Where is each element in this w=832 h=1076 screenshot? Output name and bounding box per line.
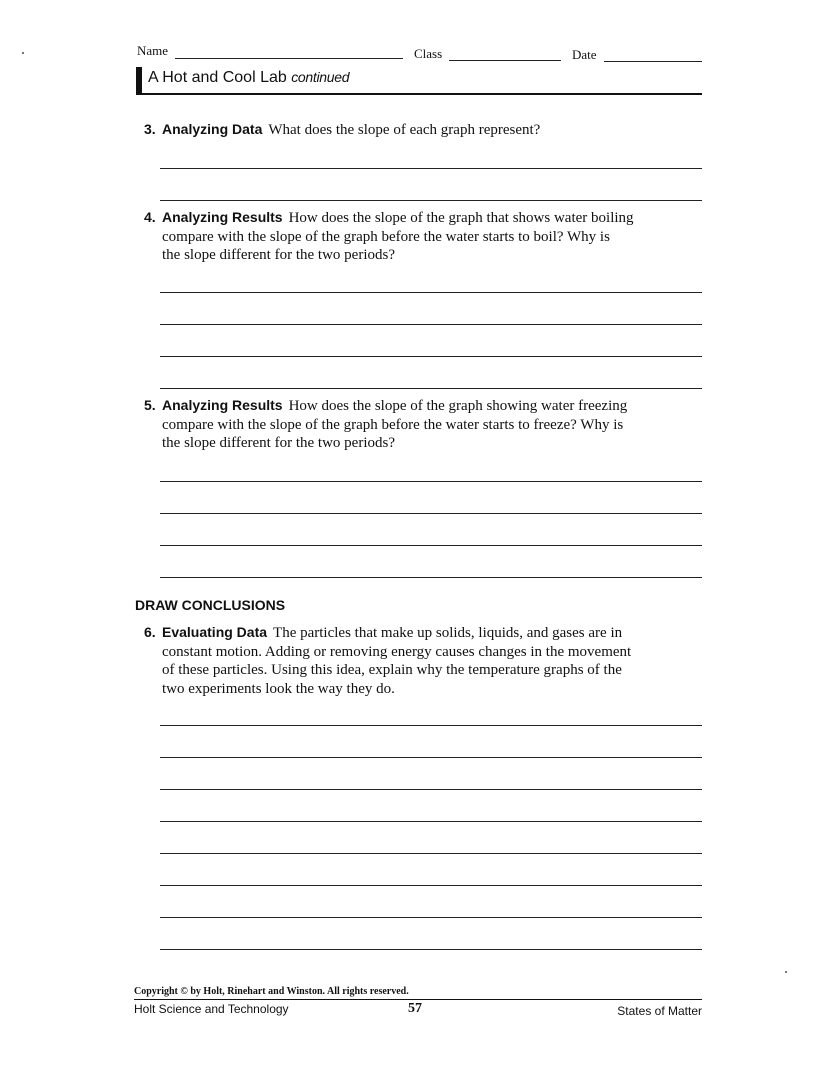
answer-line[interactable] [160,949,702,950]
answer-line[interactable] [160,577,702,578]
answer-line[interactable] [160,324,702,325]
section-heading: DRAW CONCLUSIONS [135,597,286,613]
date-field[interactable] [604,61,702,62]
answer-line[interactable] [160,885,702,886]
scan-speck [22,52,24,54]
question-heading: Analyzing Results [162,397,283,413]
answer-line[interactable] [160,917,702,918]
question-text: What does the slope of each graph represent? [268,122,541,138]
question-heading: Analyzing Data [162,121,263,137]
page-number: 57 [408,1001,422,1016]
question-text-line: of these particles. Using this idea, explain why the temperature graphs of the [162,662,622,678]
answer-line[interactable] [160,789,702,790]
answer-line[interactable] [160,388,702,389]
question-heading: Evaluating Data [162,624,268,640]
question-heading: Analyzing Results [162,209,283,225]
answer-line[interactable] [160,292,702,293]
chapter-title: States of Matter [617,1004,702,1018]
question-4 [144,208,722,265]
answer-line[interactable] [160,168,702,169]
title-rule [136,93,702,95]
question-text-line: the slope different for the two periods? [162,247,395,263]
answer-line[interactable] [160,200,702,201]
answer-line[interactable] [160,757,702,758]
answer-line[interactable] [160,853,702,854]
answer-line[interactable] [160,513,702,514]
question-text-line: compare with the slope of the graph before the water starts to freeze? Why is [162,416,624,433]
book-title: Holt Science and Technology [134,1002,289,1016]
question-number: 4. [144,209,156,225]
answer-line[interactable] [160,725,702,726]
name-label: Name [137,43,169,58]
question-text-line: The particles that make up solids, liquids, and gases are in [273,625,623,641]
question-3 [144,120,722,140]
class-field[interactable] [449,60,561,61]
answer-line[interactable] [160,545,702,546]
question-text-line: How does the slope of the graph showing water freezing [288,398,628,414]
date-label: Date [572,47,597,62]
question-number: 6. [144,624,156,640]
title-suffix: continued [291,69,350,85]
question-text-line: two experiments look the way they do. [162,680,395,697]
question-text-line: constant motion. Adding or removing energy causes changes in the movement [162,643,632,660]
question-5 [144,396,722,453]
name-field[interactable] [175,58,403,59]
title-marker [136,67,142,93]
footer-rule [134,999,702,1000]
class-label: Class [414,46,443,61]
copyright-notice: Copyright © by Holt, Rinehart and Winston. All rights reserved. [134,986,409,997]
answer-line[interactable] [160,481,702,482]
scan-speck [785,971,787,973]
question-text-line: How does the slope of the graph that shows water boiling [288,210,634,226]
title-main: A Hot and Cool Lab [148,69,287,86]
question-6 [144,623,722,698]
question-number: 3. [144,121,156,137]
answer-line[interactable] [160,356,702,357]
page-title [148,69,349,87]
answer-line[interactable] [160,821,702,822]
question-text-line: the slope different for the two periods? [162,435,395,451]
question-number: 5. [144,397,156,413]
question-text-line: compare with the slope of the graph before the water starts to boil? Why is [162,228,610,245]
